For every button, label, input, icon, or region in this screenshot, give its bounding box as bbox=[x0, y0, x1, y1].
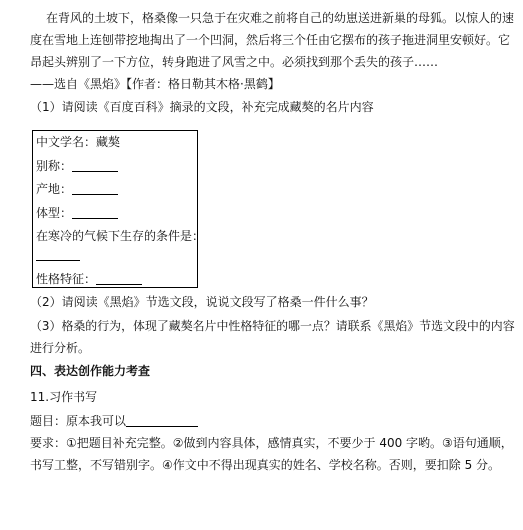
question-3-line-1: （3）格桑的行为，体现了藏獒名片中性格特征的哪一点？请联系《黑焰》节选文段中的内容 bbox=[30, 319, 515, 333]
card-size: 体型： bbox=[36, 205, 118, 221]
card-condition: 在寒冷的气候下生存的条件是： bbox=[36, 229, 205, 243]
topic-blank bbox=[126, 414, 198, 427]
card-condition-blank-row bbox=[36, 247, 80, 263]
question-11-requirement-2: 书写工整，不写错别字。④作文中不得出现真实的姓名、学校名称。否则，要扣除 5 分。 bbox=[30, 458, 501, 472]
info-card-box bbox=[32, 130, 205, 288]
card-trait-blank bbox=[96, 272, 142, 285]
question-3-line-2: 进行分析。 bbox=[30, 341, 91, 355]
card-origin-blank bbox=[72, 182, 118, 195]
passage-line-2: 度在雪地上连刨带挖地掏出了一个凹洞，然后将三个任由它摆布的孩子拖进洞里安顿好。它 bbox=[30, 33, 511, 47]
card-trait: 性格特征： bbox=[36, 271, 142, 287]
card-size-blank bbox=[72, 206, 118, 219]
card-origin: 产地： bbox=[36, 181, 118, 197]
card-name: 中文学名：藏獒 bbox=[36, 135, 121, 149]
card-condition-blank bbox=[36, 248, 80, 261]
question-11-topic: 题目：原本我可以 bbox=[30, 411, 198, 431]
passage-line-3: 昂起头辨别了一下方位，转身跑进了风雪之中。必须找到那个丢失的孩子…… bbox=[30, 55, 439, 69]
passage-source: ——选自《黑焰》【作者：格日勒其木格·黑鹤】 bbox=[30, 77, 280, 91]
card-alias: 别称： bbox=[36, 158, 118, 174]
passage-line-1: 在背风的土坡下，格桑像一只急于在灾难之前将自己的幼崽送进新巢的母狐。以惊人的速 bbox=[46, 11, 515, 25]
question-11-title: 11.习作书写 bbox=[30, 390, 98, 404]
card-alias-blank bbox=[72, 159, 118, 172]
question-1-prompt: （1）请阅读《百度百科》摘录的文段，补充完成藏獒的名片内容 bbox=[30, 100, 374, 114]
question-11-requirement-1: 要求：①把题目补充完整。②做到内容具体，感情真实，不要少于 400 字哟。③语句通顺， bbox=[30, 436, 513, 450]
section-4-heading: 四、表达创作能力考查 bbox=[30, 364, 151, 378]
question-2: （2）请阅读《黑焰》节选文段，说说文段写了格桑一件什么事？ bbox=[30, 295, 374, 309]
